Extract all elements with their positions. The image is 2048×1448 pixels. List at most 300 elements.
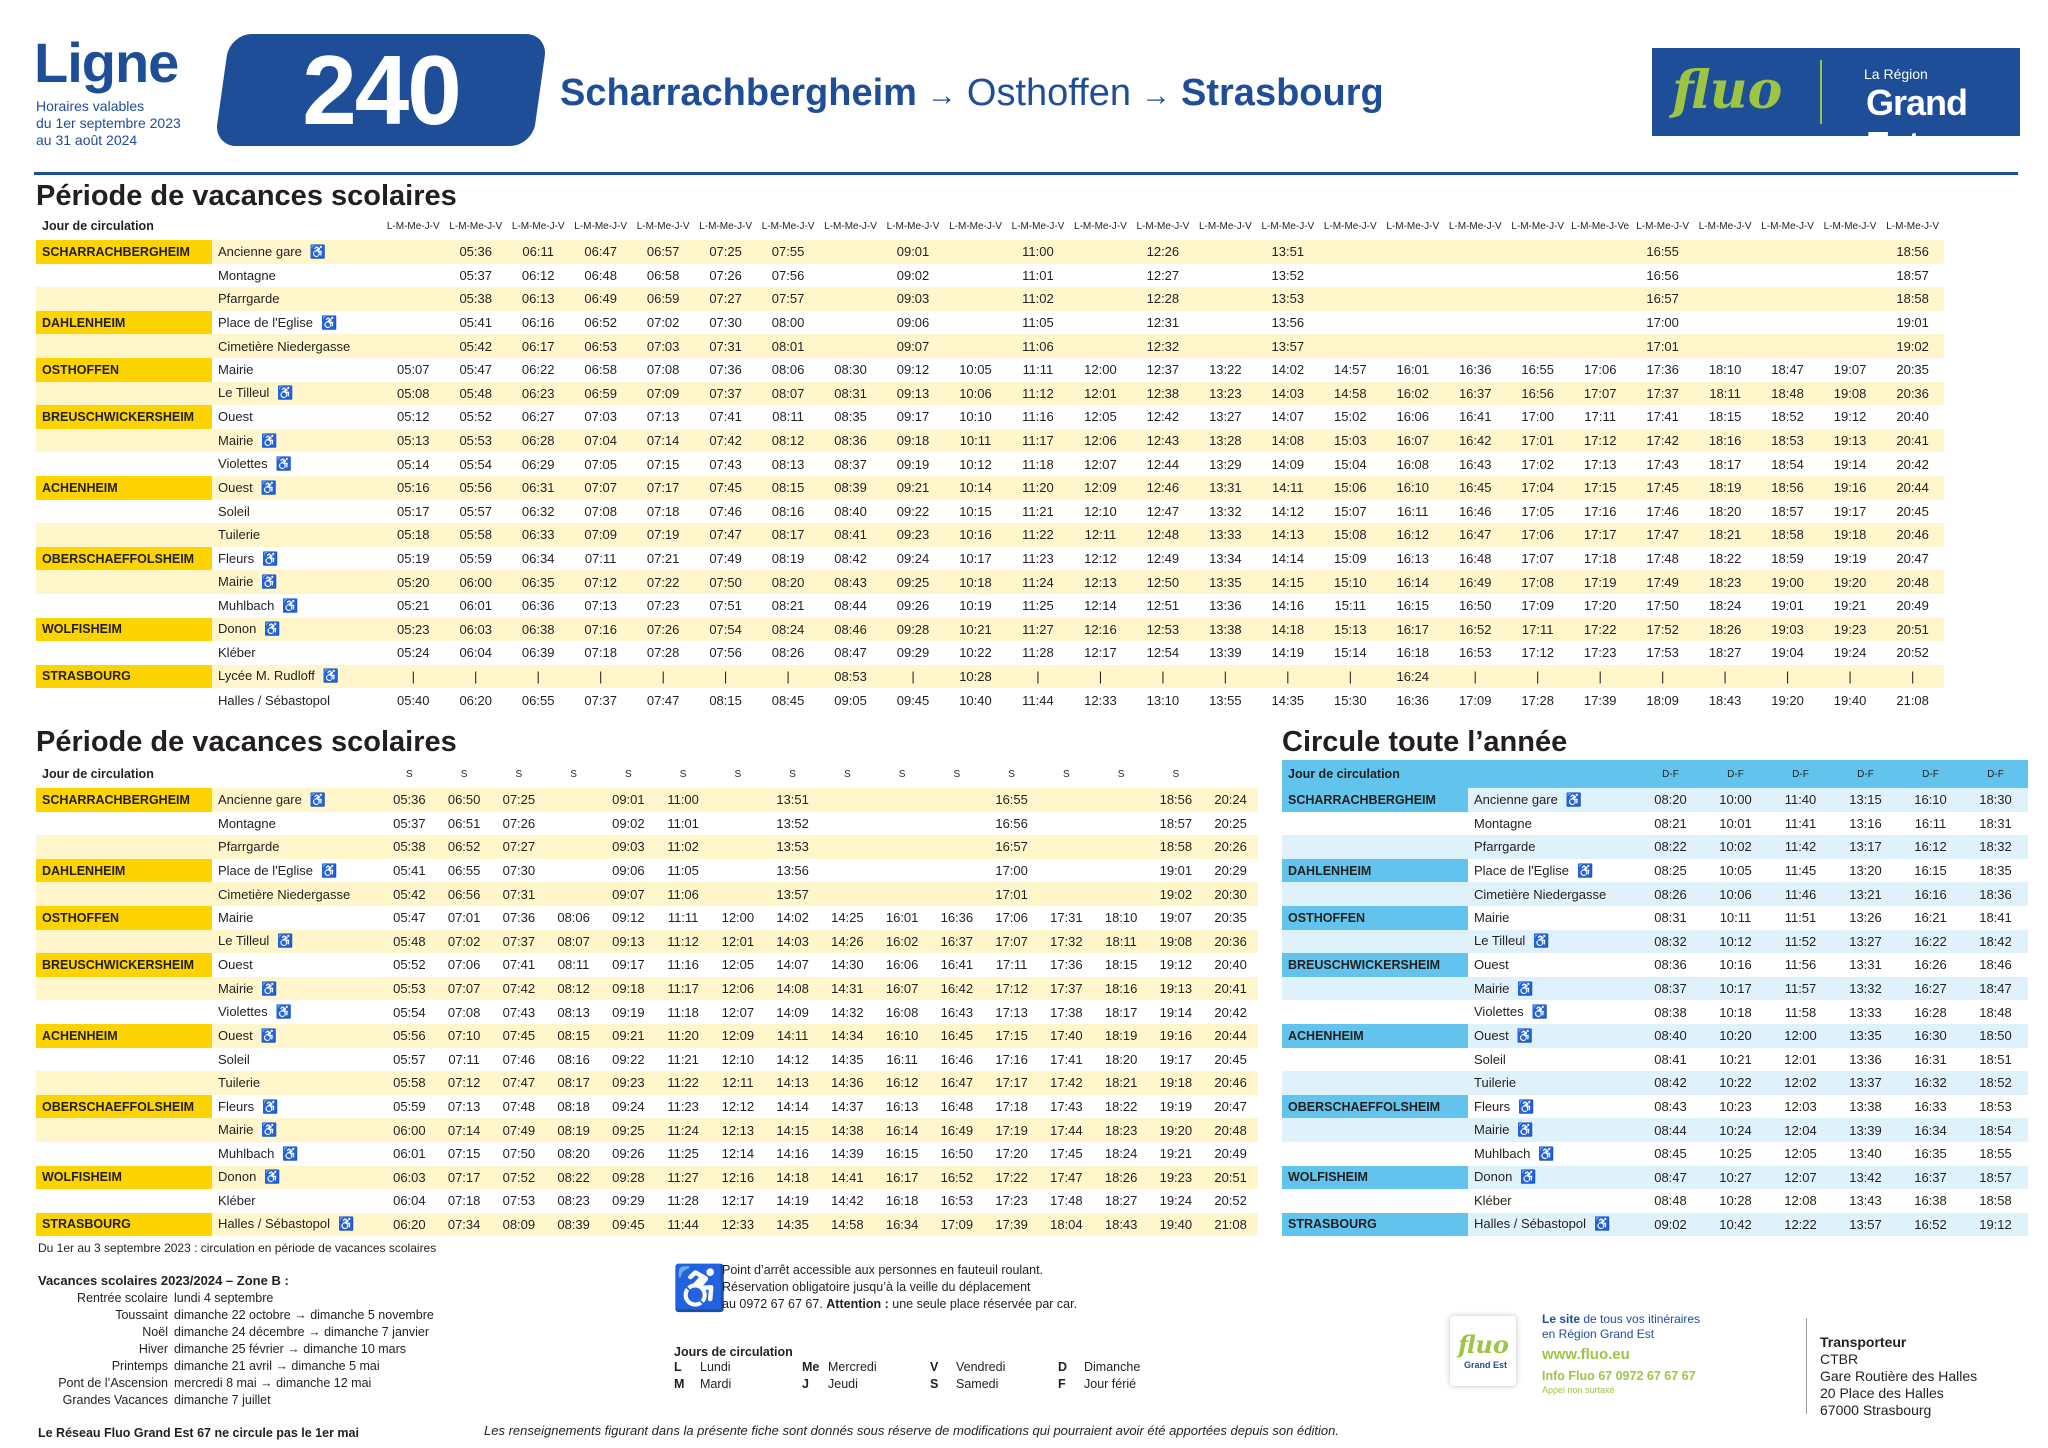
city-cell <box>1282 1142 1468 1166</box>
legend-key: S <box>930 1377 939 1391</box>
time-cell: 16:36 <box>940 910 974 926</box>
time-cell: 07:25 <box>492 788 547 812</box>
stop-cell <box>212 882 382 906</box>
day-header: L-M-Me-J-V <box>1448 220 1502 232</box>
time-cell: 06:00 <box>382 1118 437 1142</box>
wheelchair-icon: ♿ <box>1565 791 1583 807</box>
time-cell <box>1506 287 1568 311</box>
time-cell: 12:46 <box>1132 476 1194 500</box>
time-cell: | <box>1132 665 1194 689</box>
website-link[interactable]: www.fluo.eu <box>1542 1346 1630 1363</box>
legend-item <box>1058 1360 1140 1374</box>
time-cell: 18:52 <box>1771 409 1804 425</box>
time-cell: 07:13 <box>646 409 680 425</box>
table-row <box>1282 1024 2028 1048</box>
city-cell <box>36 977 212 1001</box>
holiday-row <box>38 1341 518 1358</box>
day-header: L-M-Me-J-V <box>1823 220 1877 232</box>
access-line <box>722 1296 1077 1313</box>
time-cell: 18:54 <box>1771 456 1804 472</box>
time-cell: 10:16 <box>944 523 1006 547</box>
time-cell: 08:24 <box>757 618 819 642</box>
stop-name: Ouest <box>218 479 253 495</box>
time-cell: 10:05 <box>1719 863 1752 879</box>
time-cell <box>1319 240 1381 264</box>
time-cell: 17:28 <box>1521 692 1554 708</box>
time-cell: 17:01 <box>1506 429 1568 453</box>
holiday-dates: dimanche 21 avril → dimanche 5 mai <box>174 1359 380 1373</box>
city-cell <box>36 429 212 453</box>
validity-dates <box>36 98 181 149</box>
day-header: L-M-Me-J-V <box>1761 220 1814 232</box>
time-cell: 12:28 <box>1132 287 1194 311</box>
time-cell: 18:20 <box>1708 503 1742 519</box>
time-cell: 12:04 <box>1768 1118 1833 1142</box>
time-cell: 17:11 <box>1506 618 1568 642</box>
city-cell <box>1282 1000 1468 1024</box>
time-cell: 20:52 <box>1896 645 1929 661</box>
time-cell: 07:37 <box>584 692 617 708</box>
wheelchair-icon: ♿ <box>260 479 277 495</box>
time-cell: 13:15 <box>1833 788 1898 812</box>
table-row <box>36 977 1258 1001</box>
stop-name: Muhlbach <box>1474 1145 1531 1161</box>
time-cell: 20:47 <box>1214 1099 1247 1115</box>
legend-value: Dimanche <box>1084 1360 1141 1374</box>
time-cell: 10:24 <box>1703 1118 1768 1142</box>
time-cell <box>546 835 601 859</box>
time-cell: 11:45 <box>1784 863 1817 879</box>
time-cell: 16:56 <box>1646 267 1679 283</box>
time-cell <box>1039 859 1094 883</box>
time-cell: 08:22 <box>1638 835 1703 859</box>
time-cell: 08:43 <box>819 570 881 594</box>
time-cell: 05:41 <box>459 315 492 331</box>
wheelchair-icon: ♿ <box>338 1216 355 1232</box>
time-cell: 13:36 <box>1209 598 1242 614</box>
time-cell: 08:45 <box>771 692 805 708</box>
wheelchair-icon: ♿ <box>262 550 279 566</box>
time-cell <box>382 287 444 311</box>
time-cell: 10:11 <box>944 429 1006 453</box>
time-cell: 20:41 <box>1881 429 1944 453</box>
time-cell: 08:20 <box>557 1146 590 1162</box>
day-header: S <box>734 768 742 780</box>
holiday-name: Hiver <box>138 1342 168 1356</box>
time-cell: 16:55 <box>1521 362 1554 378</box>
time-cell: 18:30 <box>1963 788 2028 812</box>
time-cell: 11:06 <box>656 882 711 906</box>
time-cell: 05:56 <box>382 1024 437 1048</box>
table-row <box>36 500 1944 524</box>
city-cell: BREUSCHWICKERSHEIM <box>36 953 212 977</box>
time-cell: 05:20 <box>382 570 444 594</box>
time-cell: 07:18 <box>584 645 617 661</box>
time-cell: 17:12 <box>984 977 1039 1001</box>
table-row <box>36 382 1944 406</box>
time-cell: 17:07 <box>984 930 1039 954</box>
time-cell: 17:00 <box>995 863 1028 879</box>
small-logo-region: Grand Est <box>1464 1360 1508 1370</box>
day-header: D-F <box>1703 760 1768 788</box>
small-fluo-logo <box>1450 1316 1516 1386</box>
legend-value: Mardi <box>700 1377 732 1391</box>
time-cell: 16:48 <box>1458 551 1492 567</box>
time-cell: 16:34 <box>1898 1118 1963 1142</box>
time-cell <box>1194 264 1256 288</box>
time-cell: 11:24 <box>1007 570 1069 594</box>
time-cell: 16:11 <box>1396 503 1429 519</box>
holiday-dates: dimanche 25 février → dimanche 10 mars <box>174 1342 407 1356</box>
time-cell: 13:20 <box>1849 863 1882 879</box>
time-cell: 14:13 <box>1257 523 1319 547</box>
time-cell: 16:41 <box>940 957 974 973</box>
time-cell: 17:45 <box>1631 476 1693 500</box>
time-cell: 16:02 <box>875 930 930 954</box>
fluo-grand-est-logo <box>1652 48 2020 165</box>
stop-name: Montagne <box>218 815 276 831</box>
time-cell: 05:36 <box>445 240 507 264</box>
city-cell <box>36 930 212 954</box>
time-cell: 07:18 <box>646 503 680 519</box>
stop-name: Ancienne gare <box>1474 791 1558 807</box>
time-cell: 12:01 <box>1069 382 1131 406</box>
time-cell: 08:17 <box>757 523 819 547</box>
time-cell: 11:22 <box>1007 523 1069 547</box>
time-cell: 05:54 <box>393 1004 426 1020</box>
time-cell: 16:10 <box>1382 476 1444 500</box>
time-cell: 14:35 <box>765 1213 820 1237</box>
time-cell: 07:07 <box>437 977 492 1001</box>
time-cell <box>1039 812 1094 836</box>
time-cell: 05:19 <box>396 551 430 567</box>
stop-cell <box>1468 1213 1638 1237</box>
time-cell: 16:01 <box>885 910 919 926</box>
time-cell: 16:57 <box>984 835 1039 859</box>
stop-name: Muhlbach <box>218 1145 275 1161</box>
table-row <box>36 1213 1258 1237</box>
city-cell: SCHARRACHBERGHEIM <box>36 240 212 264</box>
time-cell: 14:16 <box>776 1146 809 1162</box>
day-header: S <box>844 768 851 780</box>
time-cell: 13:53 <box>1257 287 1319 311</box>
time-cell: 18:58 <box>1881 287 1944 311</box>
stop-name: Place de l'Eglise <box>218 314 313 330</box>
time-cell: 20:40 <box>1896 409 1929 425</box>
time-cell: 20:36 <box>1881 382 1944 406</box>
time-cell: 16:16 <box>1898 882 1963 906</box>
legend-value: Lundi <box>700 1360 731 1374</box>
time-cell <box>820 788 875 812</box>
time-cell: 20:35 <box>1214 910 1247 926</box>
time-cell: 06:55 <box>521 692 555 708</box>
time-cell: 19:40 <box>1149 1213 1204 1237</box>
time-cell: 11:51 <box>1784 910 1817 926</box>
time-cell: 06:38 <box>507 618 569 642</box>
time-cell: 10:25 <box>1719 1146 1752 1162</box>
time-cell: 16:37 <box>1444 382 1506 406</box>
time-cell: 09:03 <box>601 835 656 859</box>
time-cell: 16:02 <box>1382 382 1444 406</box>
time-cell: 09:21 <box>882 476 944 500</box>
time-cell: 17:00 <box>1521 409 1554 425</box>
table-row <box>36 788 1258 812</box>
city-cell <box>36 594 212 618</box>
time-cell: 07:43 <box>502 1004 536 1020</box>
time-cell: 17:23 <box>995 1193 1028 1209</box>
time-cell: 17:16 <box>995 1051 1028 1067</box>
time-cell: 08:43 <box>1654 1099 1687 1115</box>
day-header: S <box>1008 768 1015 780</box>
time-cell: 13:31 <box>1194 476 1256 500</box>
time-cell: 11:17 <box>1007 429 1069 453</box>
time-cell: | <box>1007 665 1069 689</box>
time-cell: 05:17 <box>396 503 430 519</box>
time-cell: 16:55 <box>1631 240 1693 264</box>
wheelchair-icon: ♿ <box>261 432 278 448</box>
time-cell: 18:15 <box>1104 957 1138 973</box>
time-cell: 12:10 <box>1084 503 1117 519</box>
time-cell: 18:52 <box>1963 1071 2028 1095</box>
table-row <box>36 476 1944 500</box>
time-cell: 09:12 <box>612 910 645 926</box>
transporteur-address: 20 Place des Halles <box>1820 1385 1944 1401</box>
table-row <box>36 311 1944 335</box>
time-cell: 06:49 <box>569 287 631 311</box>
route-destination: Strasbourg <box>1181 72 1384 114</box>
time-cell: 14:26 <box>820 930 875 954</box>
time-cell: 20:24 <box>1203 788 1258 812</box>
time-cell: 05:14 <box>396 456 430 472</box>
transporteur-block <box>1820 1334 1977 1419</box>
stop-name: Pfarrgarde <box>1474 839 1536 855</box>
city-cell: OBERSCHAEFFOLSHEIM <box>36 547 212 571</box>
stop-name: Donon <box>1474 1169 1513 1185</box>
time-cell: 18:43 <box>1708 692 1742 708</box>
time-cell: 05:24 <box>396 645 430 661</box>
time-cell: 17:04 <box>1506 476 1568 500</box>
time-cell: 07:08 <box>646 362 680 378</box>
time-cell: 16:27 <box>1898 977 1963 1001</box>
time-cell: 15:04 <box>1334 456 1367 472</box>
time-cell: 13:39 <box>1833 1118 1898 1142</box>
time-cell: 14:09 <box>776 1004 809 1020</box>
city-cell <box>1282 1118 1468 1142</box>
time-cell: 14:07 <box>1271 409 1305 425</box>
day-header: L-M-Me-J-V <box>1198 220 1252 232</box>
time-cell: 07:46 <box>709 503 742 519</box>
day-header: L-M-Me-J-V <box>1136 220 1190 232</box>
time-cell: 07:03 <box>632 334 694 358</box>
time-cell: 20:46 <box>1881 523 1944 547</box>
time-cell: 07:36 <box>709 362 742 378</box>
time-cell <box>1819 311 1881 335</box>
table-row <box>36 1048 1258 1072</box>
city-cell: BREUSCHWICKERSHEIM <box>1282 953 1468 977</box>
city-cell <box>1282 1189 1468 1213</box>
table-row <box>36 1095 1258 1119</box>
time-cell: 16:52 <box>930 1166 985 1190</box>
city-cell: OSTHOFFEN <box>36 906 212 930</box>
time-cell: 19:02 <box>1881 334 1944 358</box>
city-cell <box>36 688 212 712</box>
city-cell <box>36 452 212 476</box>
time-cell: 17:01 <box>1631 334 1693 358</box>
table-row <box>36 1166 1258 1190</box>
time-cell: 10:00 <box>1703 788 1768 812</box>
legend-key: V <box>930 1360 939 1374</box>
time-cell: 12:51 <box>1146 598 1180 614</box>
time-cell: 16:10 <box>1898 788 1963 812</box>
stop-name: Mairie <box>1474 980 1510 996</box>
time-cell: 13:52 <box>1271 267 1305 283</box>
legend-item <box>802 1360 877 1374</box>
time-cell: 16:36 <box>1458 362 1492 378</box>
stop-cell <box>1468 1189 1638 1213</box>
city-cell: WOLFISHEIM <box>36 618 212 642</box>
day-header: S <box>898 768 906 780</box>
time-cell: 20:51 <box>1881 618 1944 642</box>
time-cell: 06:16 <box>521 315 555 331</box>
day-header: L-M-Me-J-V <box>1261 220 1315 232</box>
time-cell: 09:05 <box>834 692 867 708</box>
time-cell <box>1444 334 1506 358</box>
holiday-row <box>38 1375 518 1392</box>
time-cell: 15:30 <box>1334 692 1367 708</box>
time-cell: | <box>1257 665 1319 689</box>
city-cell: ACHENHEIM <box>36 1024 212 1048</box>
legend-item <box>930 1360 1005 1374</box>
time-cell: 08:06 <box>557 910 590 926</box>
time-cell: 13:38 <box>1849 1099 1882 1115</box>
time-cell: 14:15 <box>1257 570 1319 594</box>
stop-name: Donon <box>218 621 257 637</box>
time-cell: 09:01 <box>601 788 656 812</box>
city-cell <box>36 264 212 288</box>
time-cell: 07:42 <box>492 977 547 1001</box>
stop-cell <box>212 429 382 453</box>
time-cell: 11:00 <box>1007 240 1069 264</box>
time-cell: 18:23 <box>1094 1118 1149 1142</box>
table-row <box>36 547 1944 571</box>
time-cell: 13:21 <box>1833 882 1898 906</box>
table-row <box>1282 835 2028 859</box>
time-cell: 06:56 <box>437 882 492 906</box>
city-cell: STRASBOURG <box>36 1213 212 1237</box>
time-cell <box>820 882 875 906</box>
stop-name: Fleurs <box>1474 1098 1511 1114</box>
time-cell: 05:57 <box>459 503 492 519</box>
time-cell <box>944 240 1006 264</box>
time-cell <box>711 812 766 836</box>
time-cell: | <box>1756 665 1818 689</box>
time-cell: 13:31 <box>1849 957 1882 973</box>
time-cell: 08:37 <box>834 456 867 472</box>
wheelchair-icon: ♿ <box>261 574 278 590</box>
time-cell: 18:53 <box>1979 1099 2012 1115</box>
stop-name: Donon <box>218 1169 257 1185</box>
time-cell: 12:07 <box>721 1004 755 1020</box>
time-cell: 07:53 <box>502 1193 536 1209</box>
time-cell: 09:19 <box>612 1004 645 1020</box>
time-cell: 08:47 <box>834 645 867 661</box>
time-cell: | <box>882 665 944 689</box>
time-cell <box>1756 264 1818 288</box>
time-cell: 12:42 <box>1146 409 1180 425</box>
time-cell: 07:42 <box>694 429 756 453</box>
time-cell: 18:57 <box>1159 815 1193 831</box>
time-cell: 06:36 <box>521 598 555 614</box>
time-cell: 09:23 <box>601 1071 656 1095</box>
time-cell: 14:15 <box>765 1118 820 1142</box>
time-cell: 18:17 <box>1708 456 1742 472</box>
time-cell: 17:37 <box>1631 382 1693 406</box>
time-cell: 18:11 <box>1694 382 1756 406</box>
time-cell: 14:39 <box>831 1146 864 1162</box>
time-cell: 11:22 <box>656 1071 711 1095</box>
time-cell: 20:30 <box>1203 882 1258 906</box>
access-line: Point d’arrêt accessible aux personnes en fauteuil roulant. <box>722 1263 1044 1277</box>
time-cell: 17:13 <box>1583 456 1617 472</box>
time-cell: 20:45 <box>1896 503 1929 519</box>
time-cell: 09:02 <box>896 267 930 283</box>
table-row <box>36 405 1944 429</box>
time-cell: 14:35 <box>1271 692 1305 708</box>
time-cell: 05:23 <box>382 618 444 642</box>
stop-name: Mairie <box>1474 910 1510 926</box>
time-cell: 18:26 <box>1694 618 1756 642</box>
time-cell: 08:07 <box>757 382 819 406</box>
city-cell: SCHARRACHBERGHEIM <box>36 788 212 812</box>
time-cell: 08:16 <box>557 1051 590 1067</box>
time-cell: 05:47 <box>459 362 492 378</box>
time-cell: 12:05 <box>1084 409 1117 425</box>
table-row <box>1282 1166 2028 1190</box>
stop-cell <box>212 1142 382 1166</box>
time-cell <box>711 859 766 883</box>
city-cell <box>36 334 212 358</box>
time-cell <box>1069 334 1131 358</box>
time-cell: 07:37 <box>694 382 756 406</box>
city-cell <box>1282 977 1468 1001</box>
time-cell: 19:12 <box>1159 957 1193 973</box>
time-cell: 05:47 <box>393 910 426 926</box>
time-cell: 08:41 <box>819 523 881 547</box>
legend-value: Samedi <box>956 1377 999 1391</box>
table-row <box>36 1000 1258 1024</box>
time-cell: 16:56 <box>995 815 1028 831</box>
time-cell: 11:12 <box>656 930 711 954</box>
time-cell: 16:50 <box>1458 598 1492 614</box>
time-cell: 16:37 <box>930 930 985 954</box>
wheelchair-icon: ♿ <box>282 597 299 613</box>
legend-key: L <box>674 1360 682 1374</box>
time-cell: 08:19 <box>771 551 805 567</box>
time-cell <box>875 788 930 812</box>
day-header: D-F <box>1638 760 1703 788</box>
time-cell: 12:16 <box>1069 618 1131 642</box>
time-cell: 12:03 <box>1784 1099 1817 1115</box>
time-cell: | <box>445 665 507 689</box>
stop-name: Halles / Sébastopol <box>218 692 331 708</box>
time-cell: 16:50 <box>940 1146 974 1162</box>
time-cell: 17:12 <box>1521 645 1554 661</box>
time-cell: 19:02 <box>1149 882 1204 906</box>
time-cell <box>1194 311 1256 335</box>
holiday-dates: dimanche 7 juillet <box>174 1393 271 1407</box>
time-cell <box>1756 240 1818 264</box>
stop-cell <box>212 835 382 859</box>
